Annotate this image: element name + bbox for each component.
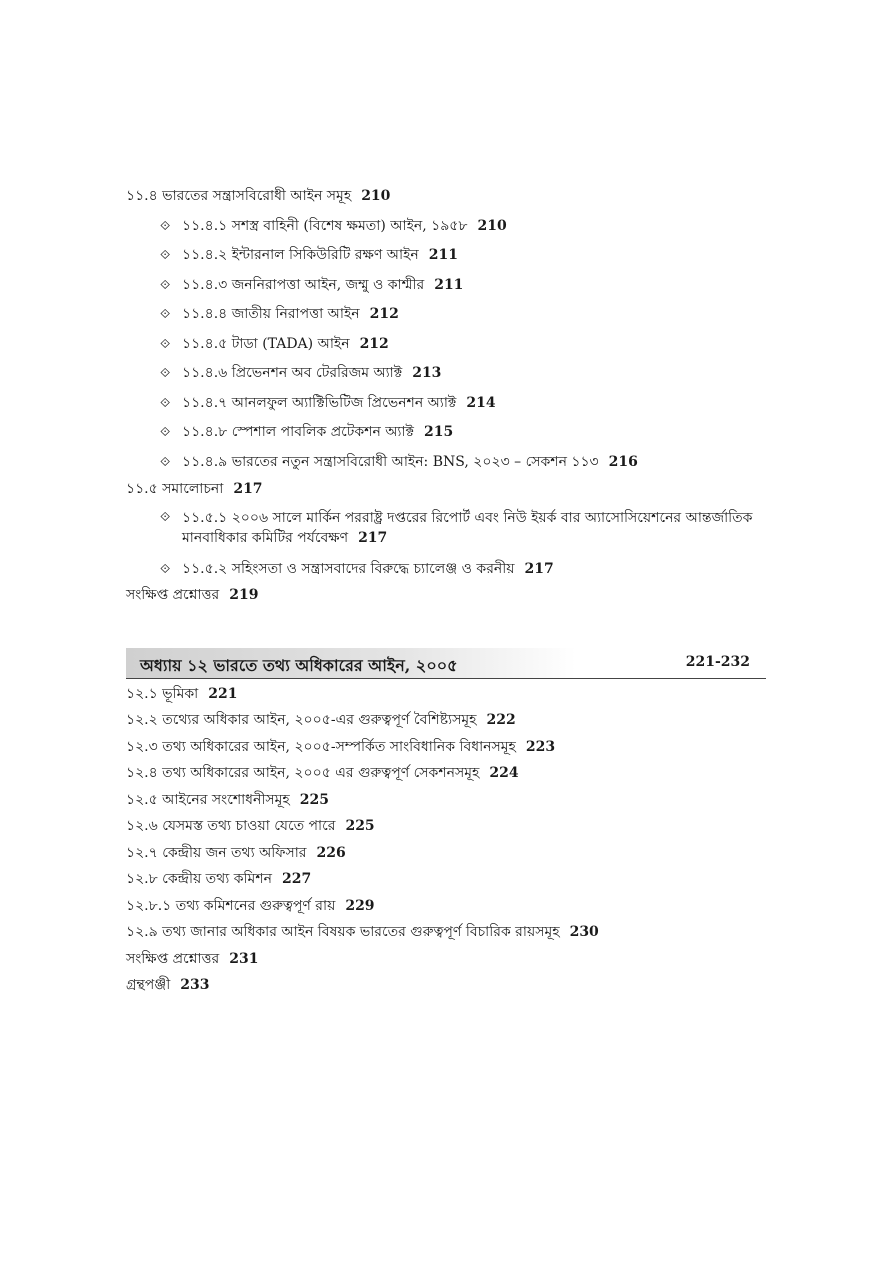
- toc-entry: [126, 949, 258, 969]
- chapter-page-range: 221-232: [685, 654, 750, 670]
- toc-subentry: [160, 422, 453, 443]
- toc-subentry: [160, 275, 463, 296]
- toc-subentry: [160, 304, 399, 325]
- toc-entry: [126, 922, 599, 942]
- toc-entry: [126, 737, 555, 757]
- toc-label: ১১.৫ সমালোচনা: [126, 481, 224, 497]
- toc-page: 222: [486, 712, 516, 728]
- toc-label: সংক্ষিপ্ত প্রশ্নোত্তর: [126, 587, 220, 603]
- toc-label: ১২.৮.১ তথ্য কমিশনের গুরুত্বপূর্ণ রায়: [126, 898, 336, 914]
- bullet-icon: ⟐: [160, 396, 171, 411]
- toc-entry-11-4: [126, 186, 390, 206]
- bullet-icon: ⟐: [160, 337, 171, 352]
- chapter-title: অধ্যায় ১২ ভারতে তথ্য অধিকারের আইন, ২০০৫: [140, 656, 458, 675]
- toc-label: ১১.৪.৪ জাতীয় নিরাপত্তা আইন: [182, 306, 360, 322]
- toc-page: 212: [359, 336, 389, 352]
- toc-entry-qa: [126, 585, 258, 605]
- toc-page: 210: [477, 218, 507, 234]
- toc-label: ১২.৫ আইনের সংশোধনীসমূহ: [126, 792, 290, 808]
- toc-page: 215: [423, 424, 454, 440]
- bullet-icon: ⟐: [160, 366, 171, 381]
- toc-entry: [126, 816, 375, 836]
- toc-subentry: [160, 245, 458, 266]
- toc-page: 210: [361, 188, 391, 204]
- toc-page: 214: [466, 395, 496, 411]
- toc-page: 211: [434, 277, 464, 293]
- toc-entry: [126, 869, 311, 889]
- bullet-icon: ⟐: [160, 510, 171, 525]
- toc-label: ১১.৫.১ ২০০৬ সালে মার্কিন পররাষ্ট্র দপ্তরের রিপোর্ট এবং নিউ ইয়র্ক বার অ্যাসোসিয়েশনের আন্তর্জাতিক মানবাধিকার কমিটির পর্যবেক্ষণ: [182, 510, 753, 546]
- bullet-icon: ⟐: [160, 307, 171, 322]
- toc-page: 217: [358, 530, 388, 546]
- toc-label: সংক্ষিপ্ত প্রশ্নোত্তর: [126, 951, 220, 967]
- toc-label: গ্রন্থপঞ্জী: [126, 977, 171, 993]
- toc-page: 224: [489, 765, 519, 781]
- toc-entry: [126, 710, 516, 730]
- toc-subentry: [160, 452, 638, 473]
- toc-page: 225: [345, 818, 375, 834]
- toc-label: ১১.৪.৬ প্রিভেনশন অব টেররিজম অ্যাক্ট: [182, 365, 403, 381]
- bullet-icon: ⟐: [160, 248, 171, 263]
- toc-label: ১২.৭ কেন্দ্রীয় জন তথ্য অফিসার: [126, 845, 307, 861]
- bullet-icon: ⟐: [160, 219, 171, 234]
- toc-subentry: [160, 334, 389, 355]
- toc-label: ১১.৪.১ সশস্ত্র বাহিনী (বিশেষ ক্ষমতা) আইন, ১৯৫৮: [182, 218, 468, 234]
- toc-label: ১১.৪.৩ জননিরাপত্তা আইন, জম্মু ও কাশ্মীর: [182, 277, 425, 293]
- toc-page: 212: [369, 306, 399, 322]
- toc-page: 229: [345, 898, 375, 914]
- toc-page: 226: [316, 845, 346, 861]
- toc-page: 233: [180, 977, 210, 993]
- bullet-icon: ⟐: [160, 278, 171, 293]
- toc-label: ১১.৪.৮ স্পেশাল পাবলিক প্রটেকশন অ্যাক্ট: [182, 424, 414, 440]
- toc-label: ১১.৪ ভারতের সন্ত্রাসবিরোধী আইন সমূহ: [126, 188, 352, 204]
- toc-page: 217: [524, 561, 554, 577]
- toc-page: 213: [412, 365, 442, 381]
- toc-label: ১১.৫.২ সহিংসতা ও সন্ত্রাসবাদের বিরুদ্ধে চ্যালেঞ্জ ও করনীয়: [182, 561, 515, 577]
- toc-label: ১২.৬ যেসমস্ত তথ্য চাওয়া যেতে পারে: [126, 818, 336, 834]
- toc-label: ১২.৩ তথ্য অধিকারের আইন, ২০০৫-সম্পর্কিত সাংবিধানিক বিধানসমূহ: [126, 739, 516, 755]
- bullet-icon: ⟐: [160, 562, 171, 577]
- toc-page: 231: [229, 951, 259, 967]
- toc-entry: [126, 896, 375, 916]
- toc-label: ১১.৪.৭ আনলফুল অ্যাক্টিভিটিজ প্রিভেনশন অ্যাক্ট: [182, 395, 457, 411]
- toc-page: 216: [608, 454, 638, 470]
- toc-subentry: [160, 393, 496, 414]
- chapter-header: [126, 648, 766, 679]
- toc-entry: [126, 975, 209, 995]
- toc-entry: [126, 684, 237, 704]
- toc-entry-11-5: [126, 479, 263, 499]
- toc-entry: [126, 843, 346, 863]
- toc-page: 223: [525, 739, 556, 755]
- toc-page: 219: [229, 587, 259, 603]
- toc-label: ১১.৪.৫ টাডা (TADA) আইন: [182, 336, 350, 352]
- toc-subentry: [160, 508, 780, 548]
- toc-entry: [126, 763, 519, 783]
- toc-label: ১১.৪.২ ইন্টারনাল সিকিউরিটি রক্ষণ আইন: [182, 247, 419, 263]
- toc-subentry: [160, 559, 554, 580]
- toc-label: ১১.৪.৯ ভারতের নতুন সন্ত্রাসবিরোধী আইন: BNS, ২০২৩ – সেকশন ১১৩: [182, 454, 599, 470]
- toc-label: ১২.৮ কেন্দ্রীয় তথ্য কমিশন: [126, 871, 272, 887]
- toc-page: 217: [233, 481, 263, 497]
- toc-entry: [126, 790, 329, 810]
- toc-label: ১২.৯ তথ্য জানার অধিকার আইন বিষয়ক ভারতের গুরুত্বপূর্ণ বিচারিক রায়সমূহ: [126, 924, 560, 940]
- toc-label: ১২.৪ তথ্য অধিকারের আইন, ২০০৫ এর গুরুত্বপূর্ণ সেকশনসমূহ: [126, 765, 480, 781]
- toc-page: 230: [569, 924, 599, 940]
- toc-page: 227: [281, 871, 312, 887]
- toc-page: 225: [299, 792, 329, 808]
- bullet-icon: ⟐: [160, 425, 171, 440]
- toc-page: 211: [428, 247, 458, 263]
- toc-subentry: [160, 363, 441, 384]
- toc-label: ১২.১ ভূমিকা: [126, 686, 199, 702]
- bullet-icon: ⟐: [160, 455, 171, 470]
- toc-page: 221: [208, 686, 238, 702]
- toc-label: ১২.২ তথ্যের অধিকার আইন, ২০০৫-এর গুরুত্বপূর্ণ বৈশিষ্ট্যসমূহ: [126, 712, 477, 728]
- toc-subentry: [160, 216, 507, 237]
